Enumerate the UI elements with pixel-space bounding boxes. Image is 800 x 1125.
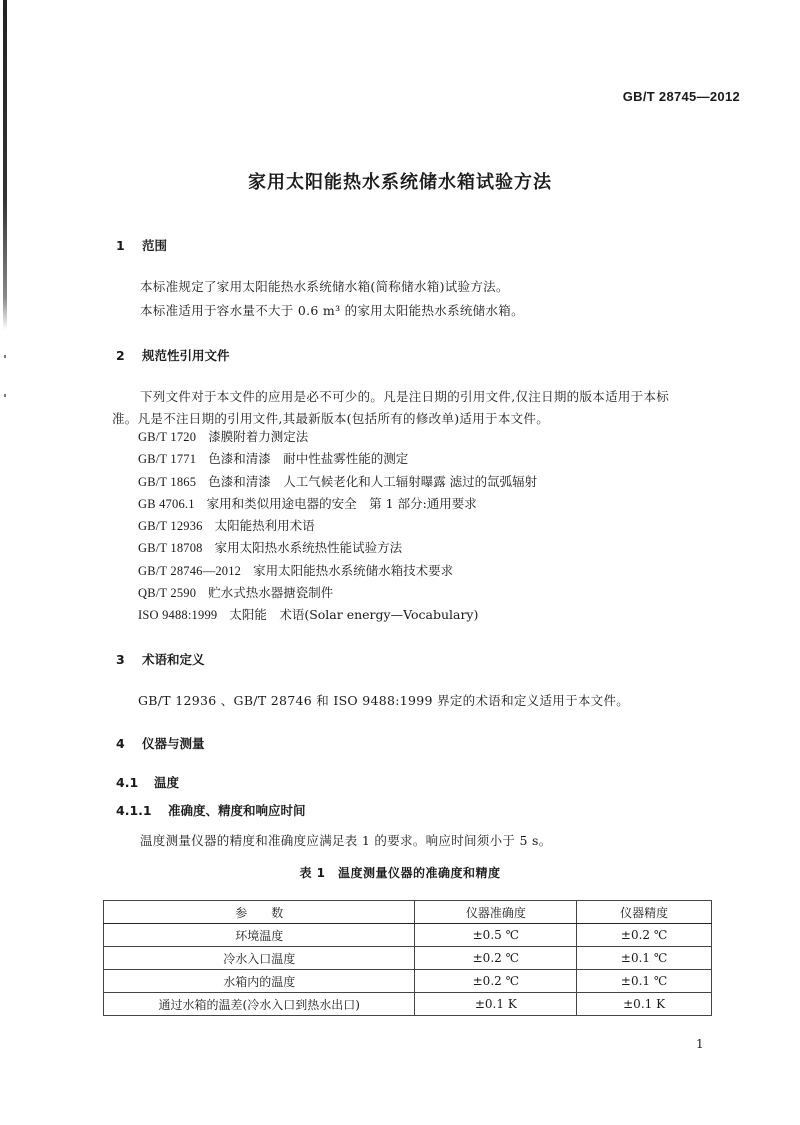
section-number: 4.1 [116, 775, 139, 790]
reference-code: GB/T 18708 [138, 541, 203, 556]
scan-speck [4, 394, 6, 397]
section-number: 3 [116, 652, 125, 667]
reference-item [138, 582, 537, 604]
reference-item [138, 560, 537, 582]
reference-title: 家用太阳热水系统热性能试验方法 [214, 540, 403, 556]
cell-parameter: 水箱内的温度 [104, 970, 415, 993]
reference-code: ISO 9488:1999 [138, 608, 218, 623]
reference-title: 贮水式热水器搪瓷制件 [208, 585, 334, 601]
cell-precision: ±0.2 ℃ [577, 924, 712, 947]
column-header-precision: 仪器精度 [577, 901, 712, 924]
section-2-intro-line-1: 下列文件对于本文件的应用是必不可少的。凡是注日期的引用文件,仅注日期的版本适用于本标 [140, 389, 670, 404]
reference-title: 太阳能热利用术语 [214, 518, 315, 534]
reference-code: QB/T 2590 [138, 586, 197, 601]
cell-accuracy: ±0.2 ℃ [415, 970, 577, 993]
section-4-1-1-paragraph: 温度测量仪器的精度和准确度应满足表 1 的要求。响应时间须小于 5 s。 [140, 833, 552, 848]
cell-parameter: 通过水箱的温差(冷水入口到热水出口) [104, 993, 415, 1016]
reference-item [138, 448, 537, 470]
document-title: 家用太阳能热水系统储水箱试验方法 [248, 172, 552, 193]
section-number: 1 [116, 238, 125, 253]
section-title: 术语和定义 [142, 652, 205, 667]
section-2-intro-line-2: 准。凡是不注日期的引用文件,其最新版本(包括所有的修改单)适用于本文件。 [112, 411, 550, 426]
reference-title: 漆膜附着力测定法 [208, 429, 309, 444]
reference-code: GB/T 28746—2012 [138, 563, 242, 578]
cell-accuracy: ±0.5 ℃ [415, 924, 577, 947]
cell-accuracy: ±0.2 ℃ [415, 947, 577, 970]
table-header-row [104, 901, 712, 924]
cell-precision: ±0.1 K [577, 993, 712, 1016]
section-1-paragraph-2: 本标准适用于容水量不大于 0.6 m³ 的家用太阳能热水系统储水箱。 [140, 303, 524, 318]
table-row [104, 924, 712, 947]
section-4-1-heading [116, 773, 179, 791]
section-1-heading [116, 236, 167, 254]
cell-parameter: 环境温度 [104, 924, 415, 947]
section-number: 4 [116, 736, 125, 751]
page-number: 1 [696, 1037, 704, 1051]
reference-title: 家用太阳能热水系统储水箱技术要求 [253, 562, 454, 578]
reference-code: GB 4706.1 [138, 496, 195, 511]
section-title: 准确度、精度和响应时间 [168, 803, 306, 818]
section-number: 4.1.1 [116, 803, 152, 818]
section-1-paragraph-1: 本标准规定了家用太阳能热水系统储水箱(简称储水箱)试验方法。 [140, 279, 509, 294]
section-title: 温度 [154, 775, 180, 790]
standard-code: GB/T 28745—2012 [622, 89, 740, 104]
table-row [104, 970, 712, 993]
section-number: 2 [116, 348, 125, 363]
table-row [104, 947, 712, 970]
normative-references-list [138, 426, 537, 627]
reference-code: GB/T 1771 [138, 452, 197, 467]
section-title: 规范性引用文件 [142, 348, 230, 363]
reference-code: GB/T 1865 [138, 474, 197, 489]
reference-code: GB/T 12936 [138, 519, 203, 534]
reference-title: 家用和类似用途电器的安全 第 1 部分:通用要求 [206, 495, 477, 511]
section-title: 范围 [142, 238, 168, 253]
reference-code: GB/T 1720 [138, 430, 197, 444]
reference-item [138, 493, 537, 515]
column-header-accuracy: 仪器准确度 [415, 901, 577, 924]
reference-item [138, 537, 537, 559]
reference-item [138, 515, 537, 537]
scan-speck [4, 355, 6, 358]
table-1-caption: 表 1 温度测量仪器的准确度和精度 [299, 866, 501, 880]
cell-parameter: 冷水入口温度 [104, 947, 415, 970]
reference-item [138, 604, 537, 626]
reference-title: 色漆和清漆 耐中性盐雾性能的测定 [208, 451, 409, 467]
section-3-paragraph: GB/T 12936 、GB/T 28746 和 ISO 9488:1999 界定的术语和定义适用于本文件。 [138, 693, 630, 708]
reference-item [138, 426, 537, 448]
section-title: 仪器与测量 [142, 736, 205, 751]
reference-item [138, 471, 537, 493]
section-2-heading [116, 346, 230, 364]
section-3-heading [116, 650, 205, 668]
cell-accuracy: ±0.1 K [415, 993, 577, 1016]
scan-edge-artifact [3, 0, 7, 330]
reference-title: 色漆和清漆 人工气候老化和人工辐射曝露 滤过的氙弧辐射 [208, 473, 538, 489]
reference-title: 太阳能 术语(Solar energy—Vocabulary) [229, 607, 479, 623]
cell-precision: ±0.1 ℃ [577, 970, 712, 993]
section-4-heading [116, 734, 205, 752]
column-header-parameter: 参 数 [104, 901, 415, 924]
section-4-1-1-heading [116, 801, 306, 819]
cell-precision: ±0.1 ℃ [577, 947, 712, 970]
table-1 [103, 900, 712, 1016]
table-row [104, 993, 712, 1016]
